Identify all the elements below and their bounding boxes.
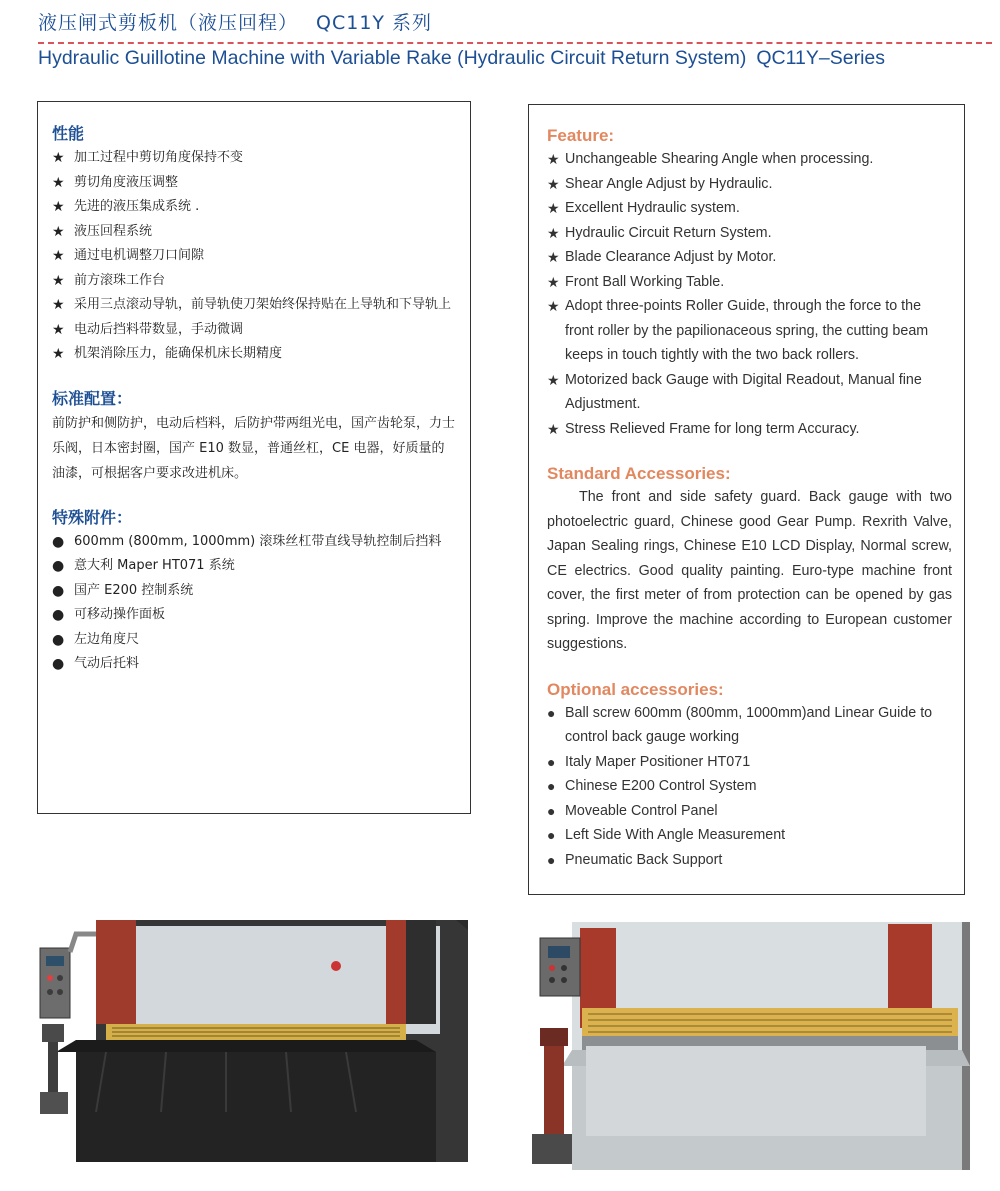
- feature-item-en: ★ Shear Angle Adjust by Hydraulic.: [547, 172, 952, 197]
- star-icon: ★: [52, 174, 65, 191]
- standard-heading-cn: 标准配置：: [52, 388, 133, 408]
- star-icon: ★: [547, 151, 560, 167]
- bullet-icon: ●: [547, 802, 556, 819]
- optional-list-cn: [52, 530, 456, 677]
- feature-item-cn: ★ 电动后挡料带数显，手动微调: [52, 318, 456, 343]
- feature-item-en: ★ Unchangeable Shearing Angle when processing.: [547, 147, 952, 172]
- bullet-icon: ●: [52, 656, 65, 672]
- bullet-icon: ●: [52, 533, 65, 550]
- star-icon: ★: [547, 200, 560, 216]
- optional-item-cn: ● 可移动操作面板: [52, 603, 456, 628]
- feature-item-cn: ★ 通过电机调整刀口间隙: [52, 244, 456, 269]
- star-icon: ★: [547, 224, 560, 241]
- star-icon: ★: [52, 321, 65, 338]
- feature-item-en: ★ Excellent Hydraulic system.: [547, 196, 952, 221]
- machine-photo-left: [36, 912, 486, 1180]
- bullet-icon: ●: [547, 778, 556, 794]
- feature-item-en: ★ Motorized back Gauge with Digital Readout, Manual fine Adjustment.: [547, 368, 952, 417]
- feature-item-en: ★ Blade Clearance Adjust by Motor.: [547, 245, 952, 270]
- star-icon: ★: [52, 272, 65, 289]
- features-heading-cn: 性能: [52, 124, 85, 143]
- bullet-icon: ●: [52, 582, 65, 599]
- bullet-icon: ●: [547, 827, 556, 843]
- feature-item-cn: ★ 采用三点滚动导轨，前导轨使刀架始终保持贴在上导轨和下导轨上: [52, 293, 456, 318]
- optional-item-en: ● Ball screw 600mm (800mm, 1000mm)and Linear Guide to control back gauge working: [547, 701, 952, 750]
- machine-photo-right: [522, 916, 974, 1182]
- bullet-icon: ●: [547, 704, 556, 721]
- feature-item-cn: ★ 加工过程中剪切角度保持不变: [52, 146, 456, 171]
- optional-heading-cn: 特殊附件：: [52, 507, 133, 527]
- english-spec-panel: [528, 104, 965, 895]
- title-cn: [38, 10, 992, 36]
- optional-heading-en: Optional accessories:: [547, 679, 724, 699]
- star-icon: ★: [52, 150, 65, 166]
- bullet-icon: ●: [52, 631, 65, 648]
- optional-item-cn: ● 左边角度尺: [52, 628, 456, 653]
- star-icon: ★: [52, 297, 65, 313]
- feature-item-en: ★ Front Ball Working Table.: [547, 270, 952, 295]
- bullet-icon: ●: [547, 851, 556, 868]
- title-en: [38, 46, 992, 70]
- bullet-icon: ●: [52, 607, 65, 623]
- optional-list-en: [547, 701, 952, 873]
- star-icon: ★: [52, 223, 65, 240]
- star-icon: ★: [52, 199, 65, 215]
- feature-item-cn: ★ 先进的液压集成系统 .: [52, 195, 456, 220]
- star-icon: ★: [52, 248, 65, 264]
- optional-item-en: ● Pneumatic Back Support: [547, 848, 952, 873]
- feature-item-en: ★ Adopt three-points Roller Guide, through the force to the front roller by the papilionaceous spring, the cutting beam keeps in touch tightly with the two back rollers.: [547, 294, 952, 368]
- bullet-icon: ●: [52, 558, 65, 574]
- dashed-divider: [38, 42, 992, 44]
- star-icon: ★: [547, 420, 560, 437]
- optional-item-en: ● Chinese E200 Control System: [547, 774, 952, 799]
- title-cn-text: 液压闸式剪板机（液压回程）: [38, 12, 299, 34]
- optional-item-cn: ● 意大利 Maper HT071 系统: [52, 554, 456, 579]
- feature-item-en: ★ Stress Relieved Frame for long term Accuracy.: [547, 417, 952, 442]
- series-cn: QC11Y 系列: [316, 12, 433, 34]
- star-icon: ★: [52, 346, 65, 362]
- title-en-text: Hydraulic Guillotine Machine with Variable Rake (Hydraulic Circuit Return System): [38, 47, 747, 69]
- chinese-spec-panel: [37, 101, 471, 814]
- standard-text-en: The front and side safety guard. Back gauge with two photoelectric guard, Chinese good Gear Pump. Rexrith Valve, Japan Sealing rings, Chinese E10 LCD Display, Normal screw, CE electrics. Good quality painting. Euro-type machine front cover, the first meter of from protection can be opened by gas spring. Improve the machine according to European customer suggestions.: [547, 489, 952, 652]
- optional-item-en: ● Left Side With Angle Measurement: [547, 823, 952, 848]
- optional-item-cn: ● 国产 E200 控制系统: [52, 579, 456, 604]
- star-icon: ★: [547, 298, 560, 314]
- standard-text-cn: 前防护和侧防护，电动后档料，后防护带两组光电，国产齿轮泵，力士乐阀，日本密封圈，国产 E10 数显，普通丝杠，CE 电器，好质量的油漆，可根据客户要求改进机床。: [52, 415, 456, 481]
- feature-item-cn: ★ 机架消除压力，能确保机床长期精度: [52, 342, 456, 367]
- star-icon: ★: [547, 175, 560, 192]
- features-list-cn: [52, 146, 456, 367]
- page-header: [38, 10, 992, 70]
- star-icon: ★: [547, 273, 560, 290]
- features-heading-en: Feature:: [547, 126, 615, 145]
- standard-heading-en: Standard Accessories:: [547, 464, 731, 483]
- feature-item-cn: ★ 液压回程系统: [52, 220, 456, 245]
- star-icon: ★: [547, 249, 560, 265]
- optional-item-cn: ● 气动后托料: [52, 652, 456, 677]
- star-icon: ★: [547, 371, 560, 388]
- optional-item-en: ● Moveable Control Panel: [547, 799, 952, 824]
- series-en: QC11Y–Series: [756, 47, 886, 69]
- feature-item-cn: ★ 剪切角度液压调整: [52, 171, 456, 196]
- feature-item-en: ★ Hydraulic Circuit Return System.: [547, 221, 952, 246]
- optional-item-cn: ● 600mm (800mm, 1000mm) 滚珠丝杠带直线导轨控制后挡料: [52, 530, 456, 555]
- bullet-icon: ●: [547, 753, 556, 770]
- features-list-en: [547, 147, 952, 441]
- feature-item-cn: ★ 前方滚珠工作台: [52, 269, 456, 294]
- optional-item-en: ● Italy Maper Positioner HT071: [547, 750, 952, 775]
